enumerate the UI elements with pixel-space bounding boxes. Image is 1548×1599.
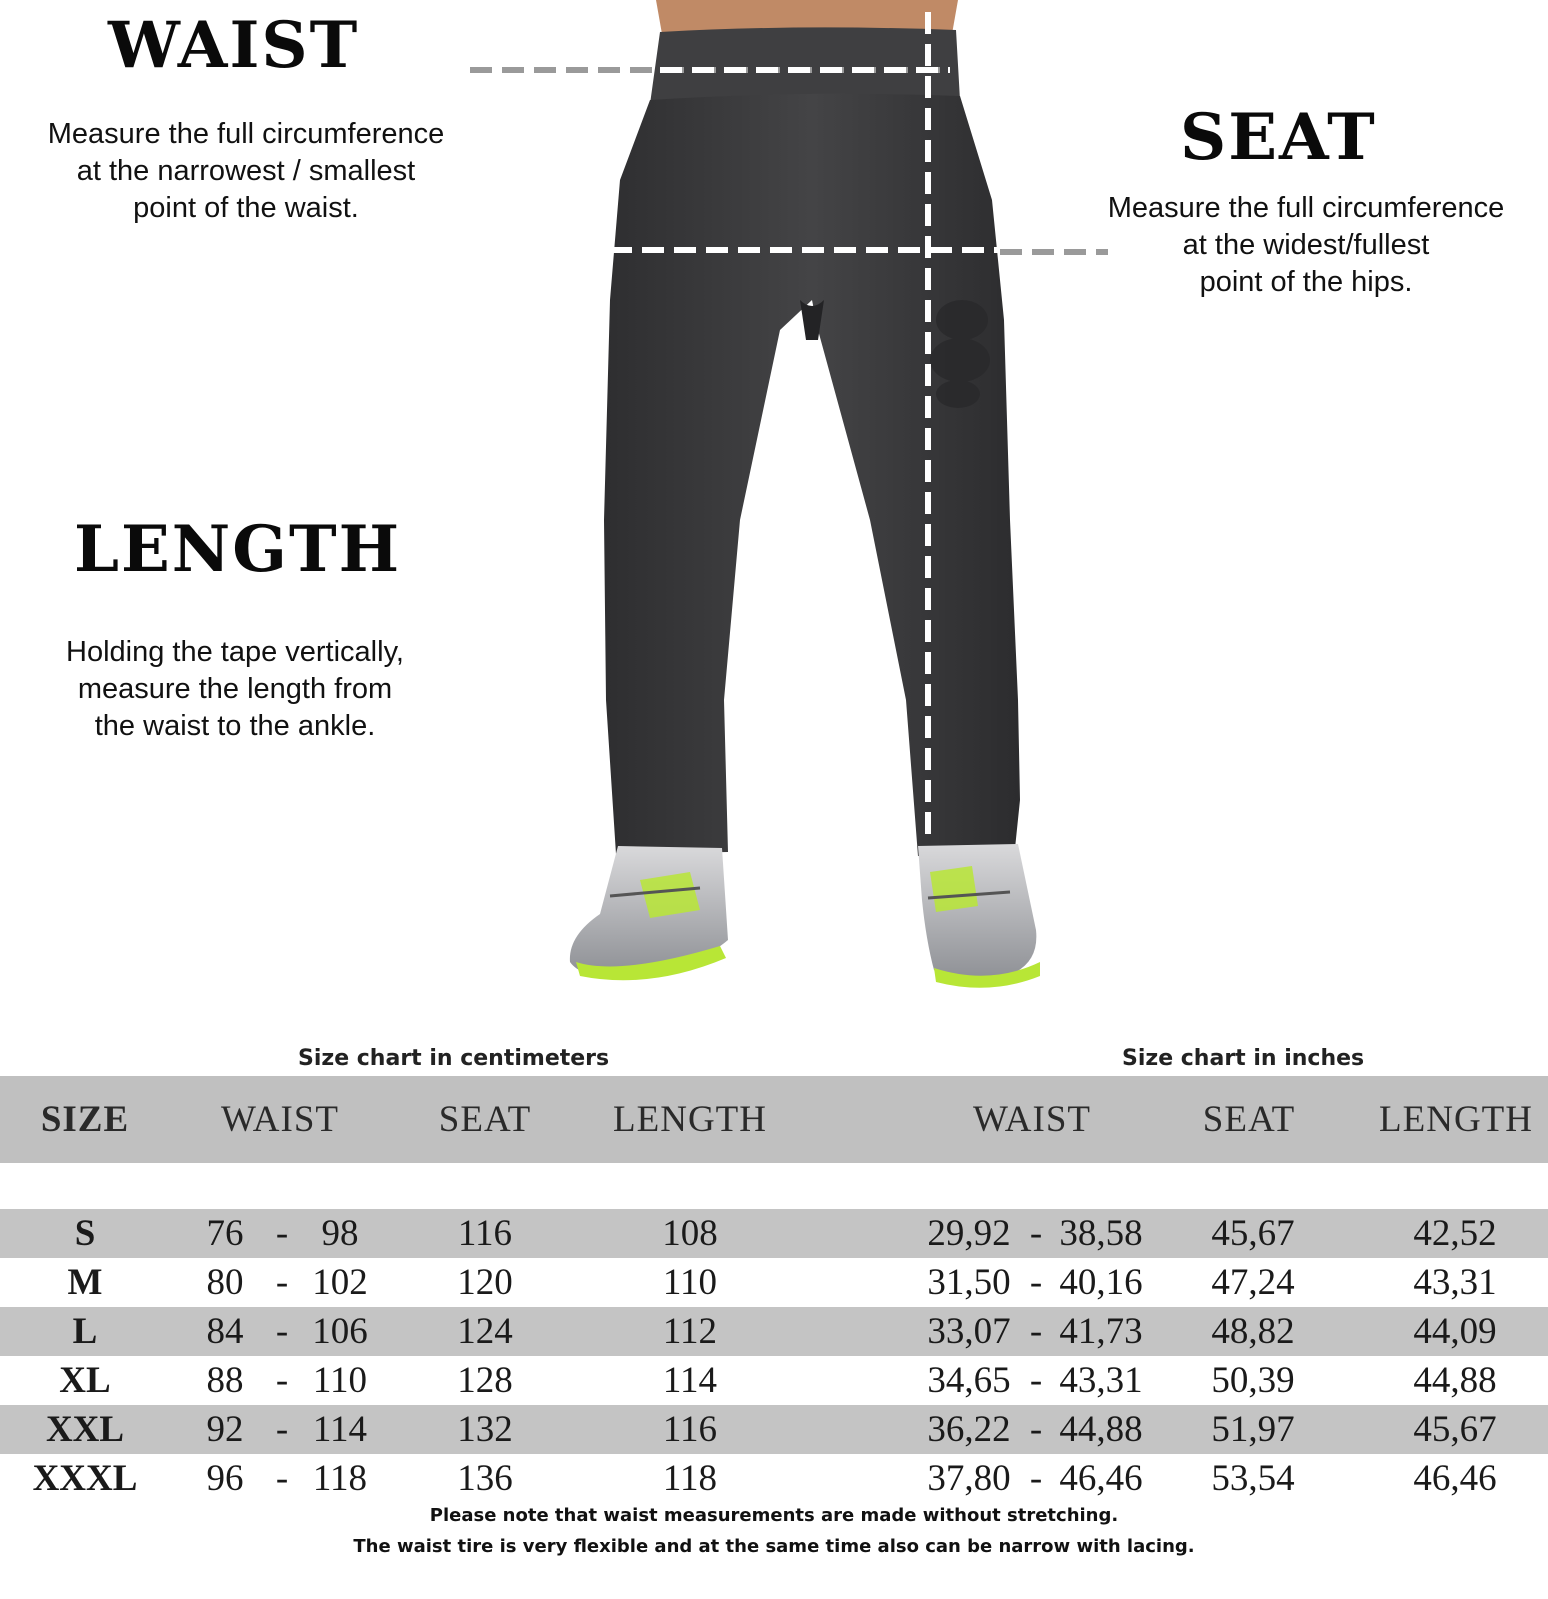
cell-waist-in-separator: - <box>1029 1311 1043 1352</box>
cell-seat-cm: 132 <box>457 1409 513 1450</box>
table-row <box>0 1307 1548 1356</box>
cell-length-cm: 114 <box>662 1360 718 1401</box>
cell-waist-in-min: 31,50 <box>927 1262 1011 1303</box>
cell-length-cm: 110 <box>662 1262 718 1303</box>
length-heading: LENGTH <box>74 512 402 587</box>
waist-description: Measure the full circumference at the narrowest / smallest point of the waist. <box>47 118 445 224</box>
table-row <box>0 1405 1548 1454</box>
right-shoe <box>918 844 1040 988</box>
cell-waist-cm-max: 98 <box>321 1213 359 1254</box>
cell-waist-cm-max: 106 <box>312 1311 368 1352</box>
cell-waist-cm-min: 84 <box>206 1311 244 1352</box>
cell-size: S <box>74 1213 96 1254</box>
cell-waist-in-min: 34,65 <box>927 1360 1011 1401</box>
cell-seat-cm: 124 <box>457 1311 513 1352</box>
cell-waist-in-min: 36,22 <box>927 1409 1011 1450</box>
table-row <box>0 1258 1548 1307</box>
cell-waist-in-max: 38,58 <box>1059 1213 1143 1254</box>
cell-length-in: 45,67 <box>1413 1409 1497 1450</box>
size-chart-table <box>0 1076 1548 1503</box>
cell-length-in: 42,52 <box>1413 1213 1497 1254</box>
cell-length-in: 46,46 <box>1413 1458 1497 1499</box>
cell-waist-in-max: 40,16 <box>1059 1262 1143 1303</box>
cell-waist-in-separator: - <box>1029 1262 1043 1303</box>
cell-length-cm: 112 <box>662 1311 718 1352</box>
cell-length-in: 44,88 <box>1413 1360 1497 1401</box>
cell-seat-cm: 120 <box>457 1262 513 1303</box>
cell-size: XL <box>59 1360 111 1401</box>
cell-waist-cm-min: 92 <box>206 1409 244 1450</box>
header-length-in: LENGTH <box>1379 1099 1533 1140</box>
cell-seat-in: 45,67 <box>1211 1213 1295 1254</box>
cell-length-cm: 118 <box>662 1458 718 1499</box>
header-length-cm: LENGTH <box>613 1099 767 1140</box>
waistband <box>650 27 960 104</box>
cell-seat-in: 47,24 <box>1211 1262 1295 1303</box>
waist-heading: WAIST <box>108 8 360 83</box>
cell-waist-cm-separator: - <box>275 1213 289 1254</box>
cell-length-cm: 116 <box>662 1409 718 1450</box>
cell-waist-cm-min: 80 <box>206 1262 244 1303</box>
caption-inches: Size chart in inches <box>1122 1046 1365 1071</box>
cell-length-in: 43,31 <box>1413 1262 1497 1303</box>
table-row <box>0 1356 1548 1405</box>
cell-waist-cm-min: 96 <box>206 1458 244 1499</box>
cell-waist-in-separator: - <box>1029 1360 1043 1401</box>
table-spacer <box>0 1163 1548 1209</box>
cell-seat-in: 51,97 <box>1211 1409 1295 1450</box>
cell-waist-cm-max: 110 <box>312 1360 368 1401</box>
header-seat-cm: SEAT <box>438 1099 532 1140</box>
cell-waist-in-min: 33,07 <box>927 1311 1011 1352</box>
cell-size: L <box>72 1311 98 1352</box>
table-row <box>0 1454 1548 1503</box>
cell-waist-cm-separator: - <box>275 1311 289 1352</box>
cell-waist-in-separator: - <box>1029 1409 1043 1450</box>
cell-length-in: 44,09 <box>1413 1311 1497 1352</box>
cell-waist-cm-separator: - <box>275 1360 289 1401</box>
cell-size: XXL <box>45 1409 125 1450</box>
cell-waist-in-separator: - <box>1029 1213 1043 1254</box>
table-header <box>0 1076 1548 1163</box>
caption-centimeters: Size chart in centimeters <box>298 1046 610 1071</box>
cell-waist-in-min: 37,80 <box>927 1458 1011 1499</box>
cell-waist-in-max: 44,88 <box>1059 1409 1143 1450</box>
cell-waist-cm-max: 102 <box>312 1262 368 1303</box>
cell-waist-in-min: 29,92 <box>927 1213 1011 1254</box>
cell-waist-cm-separator: - <box>275 1262 289 1303</box>
cell-waist-cm-min: 88 <box>206 1360 244 1401</box>
cell-size: M <box>67 1262 103 1303</box>
cell-waist-in-max: 43,31 <box>1059 1360 1143 1401</box>
seat-description: Measure the full circumference at the widest/fullest point of the hips. <box>1107 192 1505 298</box>
cell-waist-cm-separator: - <box>275 1458 289 1499</box>
cell-waist-in-separator: - <box>1029 1458 1043 1499</box>
cell-seat-in: 48,82 <box>1211 1311 1295 1352</box>
note-stretching: Please note that waist measurements are made without stretching. <box>429 1505 1119 1526</box>
header-waist-cm: WAIST <box>220 1099 340 1140</box>
cell-seat-in: 53,54 <box>1211 1458 1295 1499</box>
cell-waist-cm-max: 114 <box>312 1409 368 1450</box>
left-shoe <box>570 846 728 980</box>
cell-length-cm: 108 <box>662 1213 718 1254</box>
cell-seat-cm: 136 <box>457 1458 513 1499</box>
header-seat-in: SEAT <box>1202 1099 1296 1140</box>
cell-seat-cm: 128 <box>457 1360 513 1401</box>
cell-waist-cm-separator: - <box>275 1409 289 1450</box>
table-body <box>0 1209 1548 1503</box>
length-description: Holding the tape vertically, measure the length from the waist to the ankle. <box>66 636 404 742</box>
cell-waist-cm-max: 118 <box>312 1458 368 1499</box>
cell-size: XXXL <box>32 1458 138 1499</box>
note-lacing: The waist tire is very flexible and at the same time also can be narrow with lacing. <box>353 1536 1195 1557</box>
cell-waist-cm-min: 76 <box>206 1213 244 1254</box>
header-size: SIZE <box>40 1099 130 1140</box>
cell-waist-in-max: 46,46 <box>1059 1458 1143 1499</box>
cell-waist-in-max: 41,73 <box>1059 1311 1143 1352</box>
table-row <box>0 1209 1548 1258</box>
pants <box>604 94 1020 858</box>
seat-heading: SEAT <box>1180 100 1377 175</box>
cell-seat-in: 50,39 <box>1211 1360 1295 1401</box>
header-waist-in: WAIST <box>972 1099 1092 1140</box>
cell-seat-cm: 116 <box>457 1213 513 1254</box>
